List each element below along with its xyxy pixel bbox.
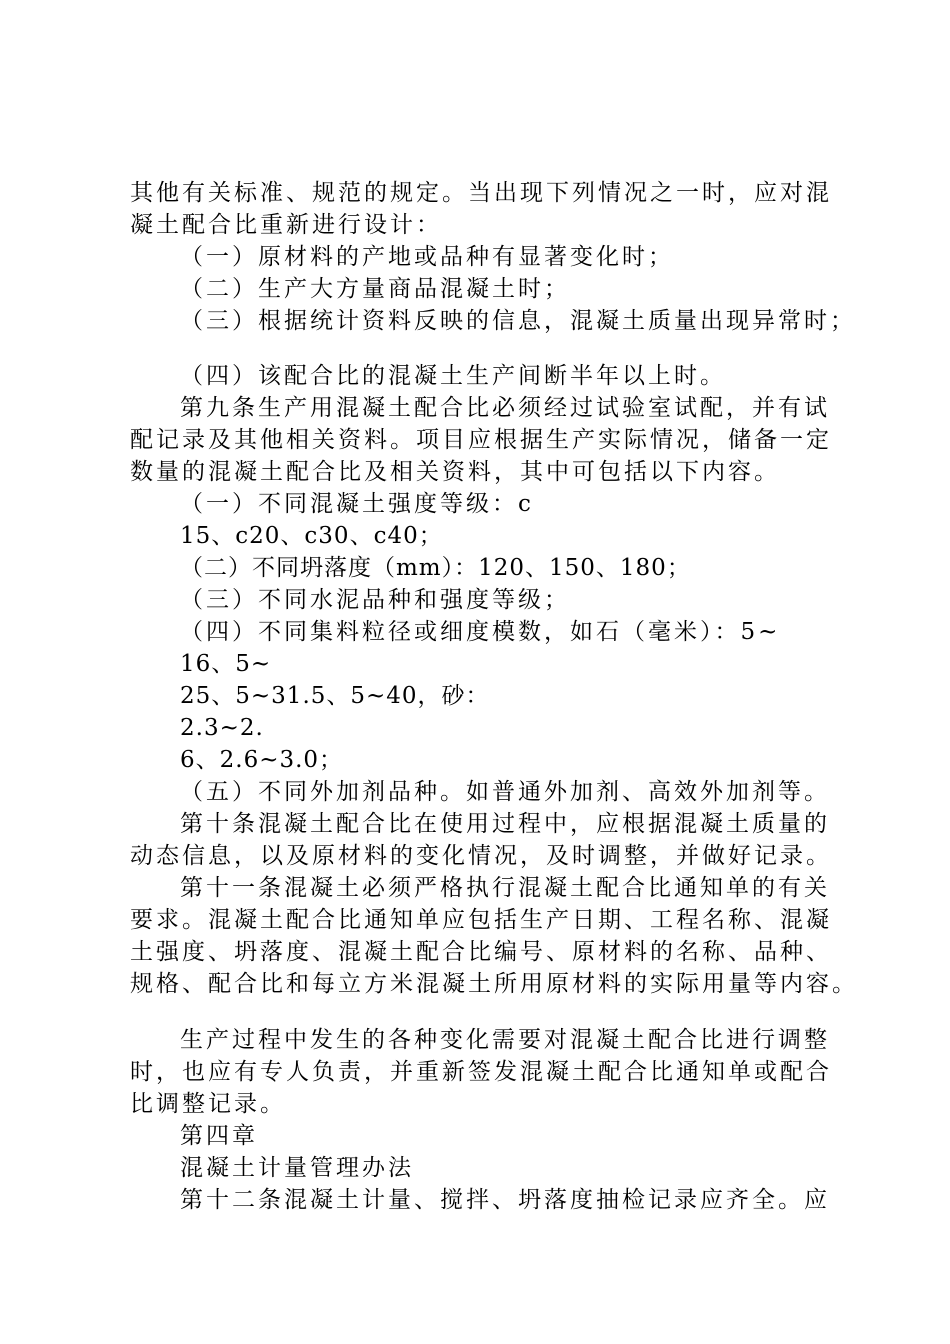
text-line: 要求。混凝土配合比通知单应包括生产日期、工程名称、混凝 — [130, 907, 832, 933]
text-line: 生产过程中发生的各种变化需要对混凝土配合比进行调整 — [180, 1027, 830, 1053]
text-line: （五）不同外加剂品种。如普通外加剂、高效外加剂等。 — [180, 779, 830, 805]
text-line: （一）原材料的产地或品种有显著变化时； — [180, 244, 674, 270]
text-line: 凝土配合比重新进行设计： — [130, 212, 442, 238]
text-line: 6、2.6~3.0； — [180, 747, 344, 773]
text-line: 规格、配合比和每立方米混凝土所用原材料的实际用量等内容。 — [130, 971, 858, 997]
text-line: （三）不同水泥品种和强度等级； — [180, 587, 570, 613]
chapter-heading: 第四章 — [180, 1123, 258, 1149]
text-line: 第九条生产用混凝土配合比必须经过试验室试配，并有试 — [180, 395, 830, 421]
text-line: （一）不同混凝土强度等级：c — [180, 491, 534, 517]
text-line: （四）该配合比的混凝土生产间断半年以上时。 — [180, 363, 726, 389]
text-line: 其他有关标准、规范的规定。当出现下列情况之一时，应对混 — [130, 180, 832, 206]
text-line: （四）不同集料粒径或细度模数，如石（毫米）：5~ — [180, 619, 781, 645]
text-line: 第十条混凝土配合比在使用过程中，应根据混凝土质量的 — [180, 811, 830, 837]
text-line: 16、5~ — [180, 651, 272, 677]
text-line: 时，也应有专人负责，并重新签发混凝土配合比通知单或配合 — [130, 1059, 832, 1085]
text-line: （三）根据统计资料反映的信息，混凝土质量出现异常时； — [180, 308, 856, 334]
text-line: 配记录及其他相关资料。项目应根据生产实际情况，储备一定 — [130, 427, 832, 453]
text-line: 15、c20、c30、c40； — [180, 523, 443, 549]
chapter-title: 混凝土计量管理办法 — [180, 1155, 414, 1181]
text-line: 25、5~31.5、5~40，砂： — [180, 683, 490, 709]
text-line: 第十一条混凝土必须严格执行混凝土配合比通知单的有关 — [180, 875, 830, 901]
text-line: （二）生产大方量商品混凝土时； — [180, 276, 570, 302]
text-line: 第十二条混凝土计量、搅拌、坍落度抽检记录应齐全。应 — [180, 1187, 830, 1213]
text-line: 比调整记录。 — [130, 1091, 286, 1117]
text-line: 2.3~2. — [180, 715, 264, 741]
text-line: 动态信息，以及原材料的变化情况，及时调整，并做好记录。 — [130, 843, 832, 869]
text-line: 土强度、坍落度、混凝土配合比编号、原材料的名称、品种、 — [130, 939, 832, 965]
text-line: （二）不同坍落度（mm）：120、150、180； — [180, 555, 691, 581]
text-line: 数量的混凝土配合比及相关资料，其中可包括以下内容。 — [130, 459, 780, 485]
